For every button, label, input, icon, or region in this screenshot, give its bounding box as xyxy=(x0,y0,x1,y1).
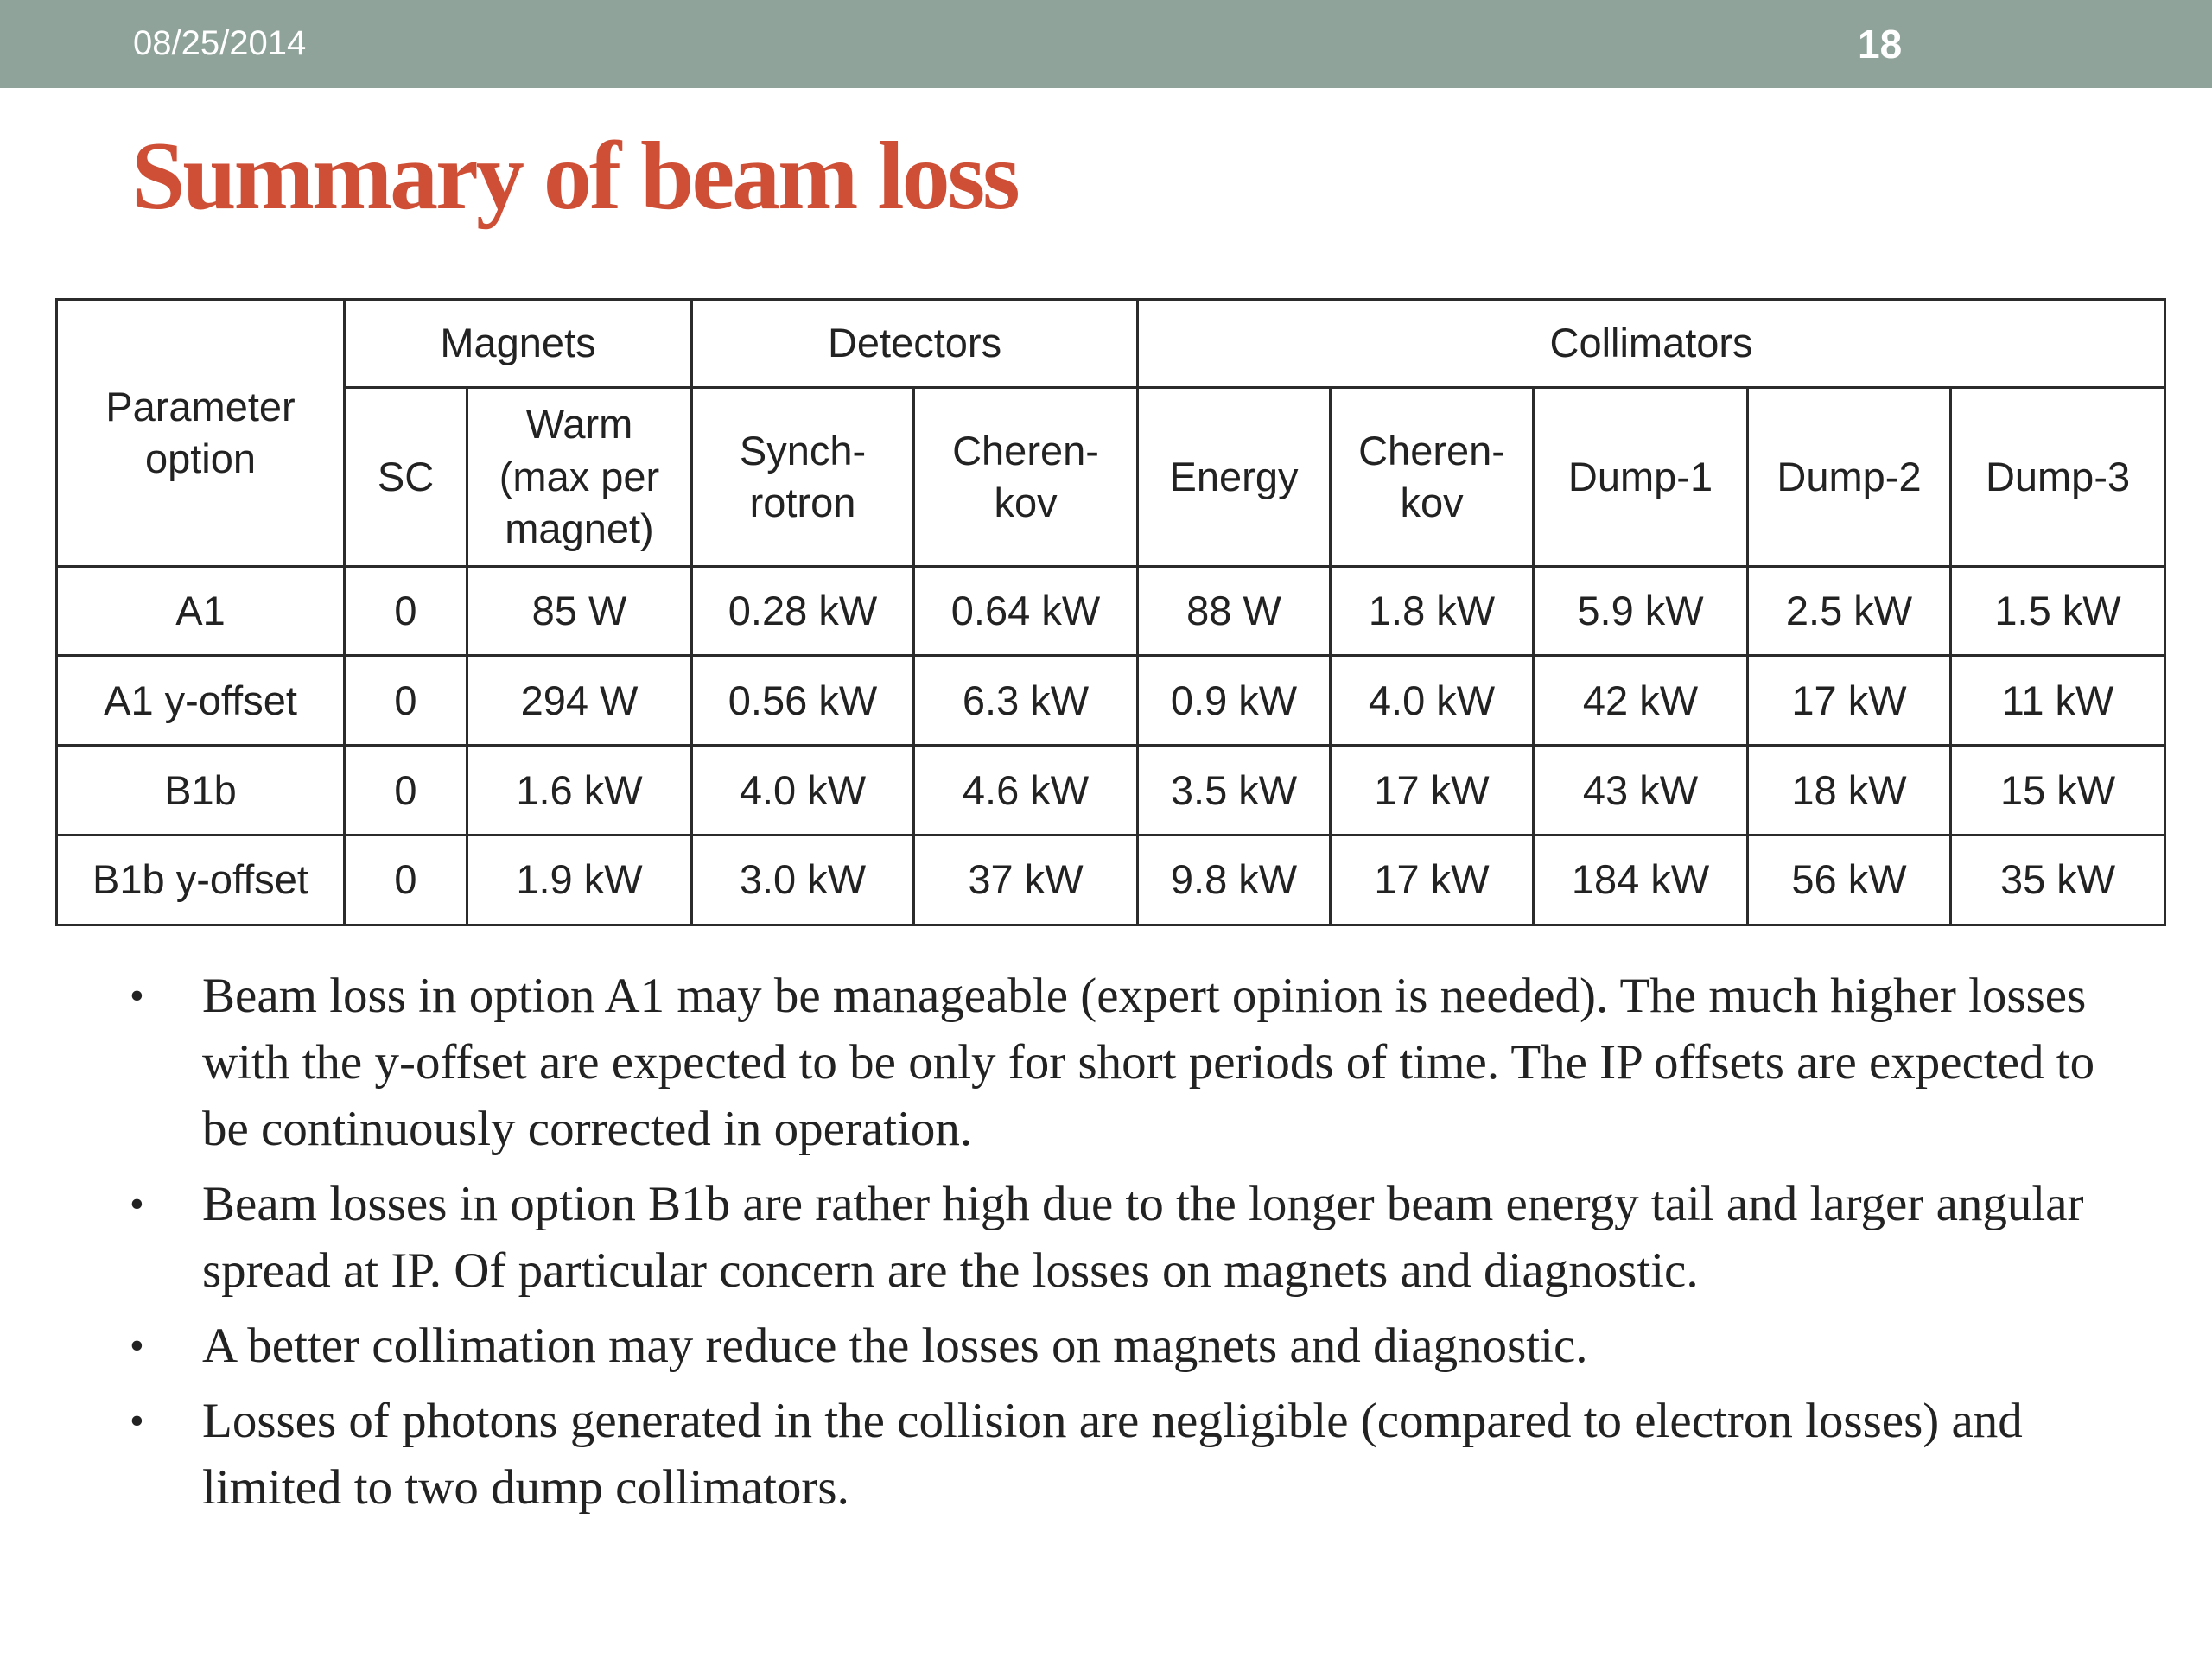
header-cheren-det-line2: kov xyxy=(994,479,1058,525)
slide-title: Summary of beam loss xyxy=(131,123,1018,230)
row-option: A1 y-offset xyxy=(57,656,345,746)
table-row xyxy=(57,566,2165,656)
cell-dump-1: 43 kW xyxy=(1534,746,1748,836)
cell-synchrotron: 0.56 kW xyxy=(692,656,914,746)
cell-dump-1: 42 kW xyxy=(1534,656,1748,746)
header-cheren-col-line1: Cheren- xyxy=(1358,427,1505,474)
header-parameter-line1: Parameter xyxy=(105,383,296,429)
cell-cherenkov-detector: 37 kW xyxy=(914,836,1138,925)
header-synch-line1: Synch- xyxy=(739,427,867,474)
bullet-item: • Losses of photons generated in the collision are negligible (compared to electron losses) and limited to two dump collimators. xyxy=(130,1388,2117,1521)
header-energy: Energy xyxy=(1138,387,1331,566)
slide-date: 08/25/2014 xyxy=(133,24,307,62)
group-header-row xyxy=(57,300,2165,388)
row-option: B1b y-offset xyxy=(57,836,345,925)
header-sc: SC xyxy=(345,387,467,566)
header-warm-line3: magnet) xyxy=(505,505,654,551)
header-cherenkov-collimator xyxy=(1331,387,1534,566)
row-option: B1b xyxy=(57,746,345,836)
header-parameter-line2: option xyxy=(144,435,257,481)
header-cheren-det-line1: Cheren- xyxy=(952,427,1099,474)
header-parameter-option xyxy=(57,300,345,567)
cell-cherenkov-detector: 0.64 kW xyxy=(914,566,1138,656)
cell-cherenkov-collimator: 17 kW xyxy=(1331,836,1534,925)
beam-loss-table xyxy=(55,298,2166,926)
cell-sc: 0 xyxy=(345,836,467,925)
cell-cherenkov-collimator: 17 kW xyxy=(1331,746,1534,836)
header-dump-1: Dump-1 xyxy=(1534,387,1748,566)
cell-sc: 0 xyxy=(345,566,467,656)
header-magnets: Magnets xyxy=(345,300,692,388)
cell-synchrotron: 0.28 kW xyxy=(692,566,914,656)
header-bar xyxy=(0,0,2212,88)
bullet-item: • Beam losses in option B1b are rather high due to the longer beam energy tail and larger angular spread at IP. Of particular concern are the losses on magnets and diagnostic. xyxy=(130,1171,2117,1304)
cell-synchrotron: 4.0 kW xyxy=(692,746,914,836)
cell-energy: 0.9 kW xyxy=(1138,656,1331,746)
cell-warm: 1.6 kW xyxy=(467,746,692,836)
subheader-row xyxy=(57,387,2165,566)
cell-dump-2: 56 kW xyxy=(1748,836,1951,925)
header-collimators: Collimators xyxy=(1138,300,2165,388)
cell-dump-3: 15 kW xyxy=(1951,746,2165,836)
cell-energy: 9.8 kW xyxy=(1138,836,1331,925)
cell-sc: 0 xyxy=(345,746,467,836)
header-warm-line2: (max per xyxy=(499,453,660,499)
table-row xyxy=(57,836,2165,925)
cell-cherenkov-detector: 6.3 kW xyxy=(914,656,1138,746)
header-dump-2: Dump-2 xyxy=(1748,387,1951,566)
table-row xyxy=(57,656,2165,746)
bullet-item: • A better collimation may reduce the losses on magnets and diagnostic. xyxy=(130,1313,2117,1379)
header-warm xyxy=(467,387,692,566)
cell-energy: 3.5 kW xyxy=(1138,746,1331,836)
cell-dump-2: 18 kW xyxy=(1748,746,1951,836)
cell-dump-1: 184 kW xyxy=(1534,836,1748,925)
cell-dump-3: 11 kW xyxy=(1951,656,2165,746)
header-synch-line2: rotron xyxy=(749,479,856,525)
cell-cherenkov-detector: 4.6 kW xyxy=(914,746,1138,836)
cell-warm: 85 W xyxy=(467,566,692,656)
slide-number: 18 xyxy=(1858,22,1903,67)
cell-dump-2: 17 kW xyxy=(1748,656,1951,746)
row-option: A1 xyxy=(57,566,345,656)
cell-energy: 88 W xyxy=(1138,566,1331,656)
cell-cherenkov-collimator: 1.8 kW xyxy=(1331,566,1534,656)
cell-synchrotron: 3.0 kW xyxy=(692,836,914,925)
cell-dump-3: 1.5 kW xyxy=(1951,566,2165,656)
header-cherenkov-detector xyxy=(914,387,1138,566)
cell-cherenkov-collimator: 4.0 kW xyxy=(1331,656,1534,746)
bullet-item: • Beam loss in option A1 may be manageable (expert opinion is needed). The much higher losses with the y-offset are expected to be only for short periods of time. The IP offsets are expected to be continuously corrected in operation. xyxy=(130,963,2117,1162)
cell-dump-3: 35 kW xyxy=(1951,836,2165,925)
header-warm-line1: Warm xyxy=(525,401,633,448)
header-cheren-col-line2: kov xyxy=(1400,479,1464,525)
header-synchrotron xyxy=(692,387,914,566)
cell-dump-1: 5.9 kW xyxy=(1534,566,1748,656)
cell-dump-2: 2.5 kW xyxy=(1748,566,1951,656)
cell-warm: 294 W xyxy=(467,656,692,746)
header-dump-3: Dump-3 xyxy=(1951,387,2165,566)
bullet-list xyxy=(130,963,2117,1529)
cell-sc: 0 xyxy=(345,656,467,746)
cell-warm: 1.9 kW xyxy=(467,836,692,925)
header-detectors: Detectors xyxy=(692,300,1138,388)
table-row xyxy=(57,746,2165,836)
